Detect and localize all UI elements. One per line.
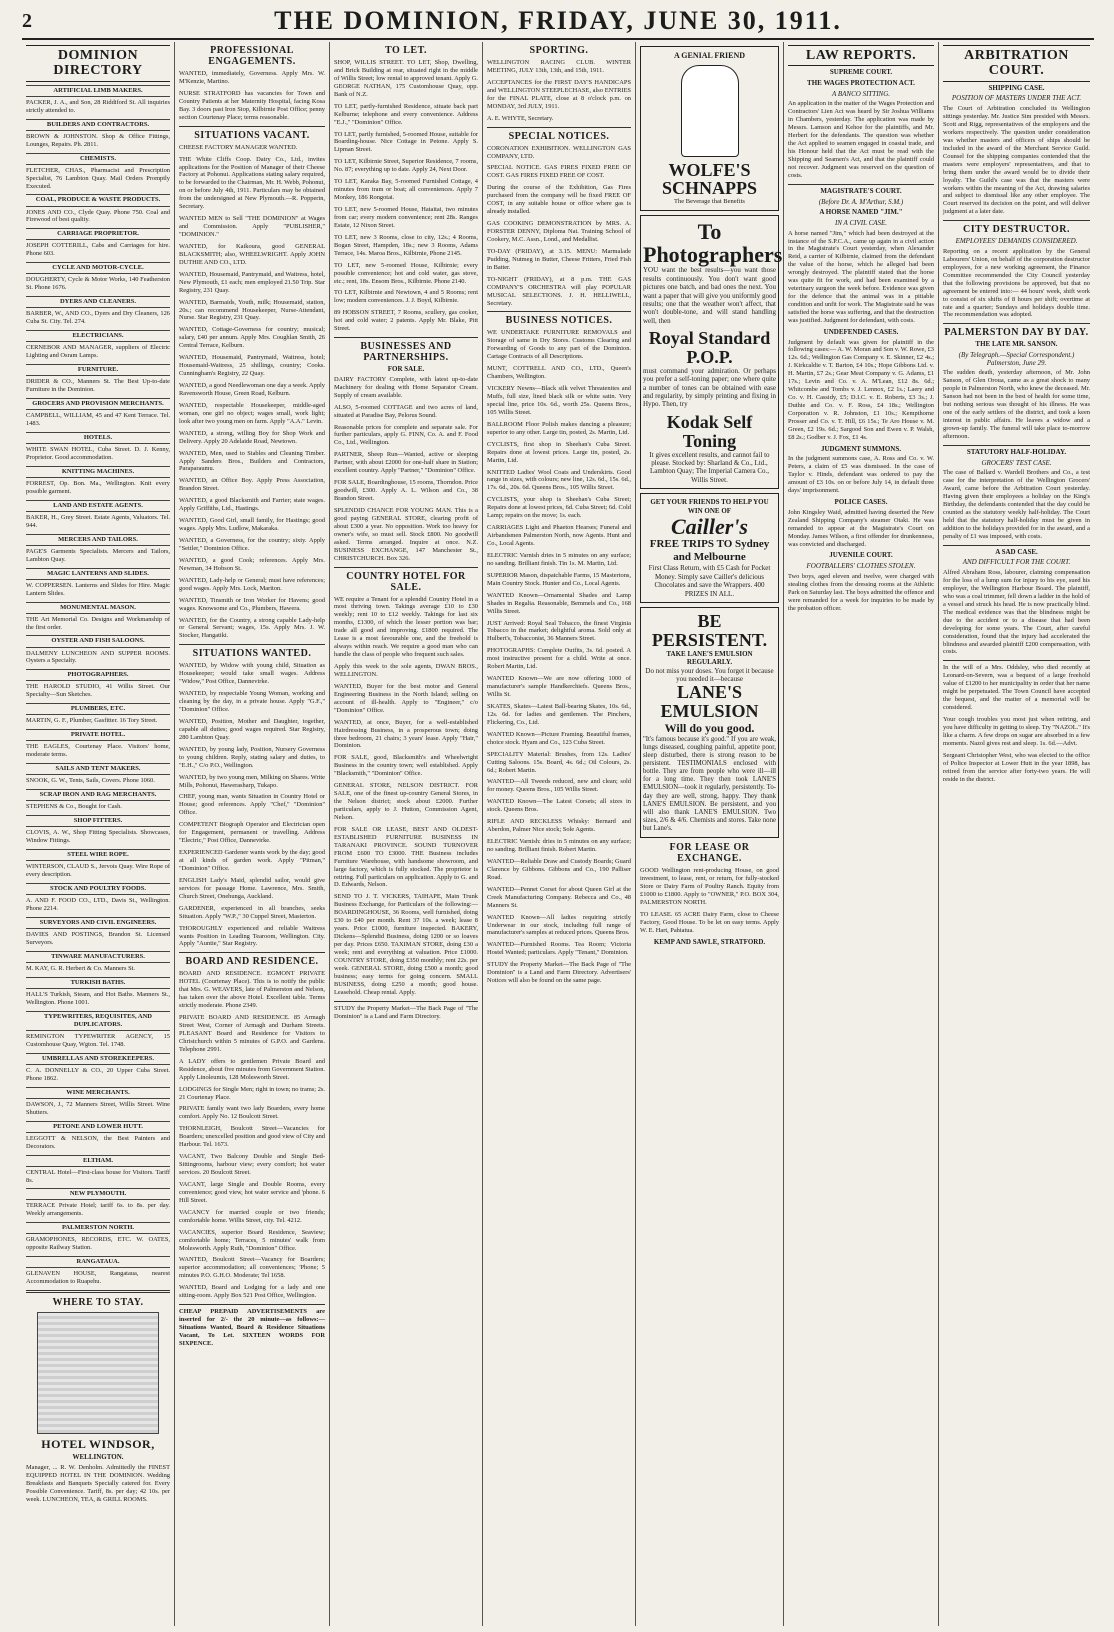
directory-category: CARRIAGE PROPRIETOR. [26, 228, 170, 240]
classified-ad: TO LET, new 5-roomed House, Kilbirnie; every possible convenience; hot and cold water, gas stove, etc.; rent, 18s. Ensom Bros., Kilbirnie. Phone 2140. [334, 261, 478, 285]
directory-entry: HALL'S Turkish, Steam, and Hot Baths. Manners St., Wellington. Phone 1001. [26, 990, 170, 1006]
classified-ad: ALSO, 5-roomed COTTAGE and two acres of land, situated at Paradise Bay, Pelorus Sound. [334, 403, 478, 419]
directory-list [26, 85, 170, 1286]
column-arbitration [939, 42, 1094, 1626]
directory-category: CHEMISTS. [26, 153, 170, 165]
lane-text: Do not miss your doses. You forget it because you needed it—because [645, 666, 774, 683]
classified-ad: JUST Arrived: Royal Seal Tobacco, the finest Virginia Tobacco in the market; delightful aroma. Sold only at Hulbert's, Tobacconist, 36 Manners Street. [487, 619, 631, 643]
classified-ad: FOR SALE OR LEASE, BEST AND OLDEST-ESTABLISHED FURNITURE BUSINESS IN TARANAKI PROVINCE. SOUND TURNOVER FROM £600 TO £3000. THE Business includes Furniture Warehouse, with handsome showroom, and large factory, which is fully stocked. The proprietor is retiring. Full particulars on application. Apply to G. and D. Edwards, Nelson. [334, 825, 478, 889]
classified-ad: TO-NIGHT (FRIDAY), at 8 p.m. THE GAS COMPANY'S ORCHESTRA will play POPULAR MUSICAL SELECTIONS. J. H. HELLIWELL, Secretary. [487, 275, 631, 307]
directory-entry: M. KAY, G. R. Herbert & Co. Manners St. [26, 964, 135, 972]
sporting-heading: SPORTING. [529, 45, 589, 56]
directory-entry: REMINGTON TYPEWRITER AGENCY, 15 Customhouse Quay, Wgton. Tel. 1748. [26, 1032, 170, 1048]
classified-ad: ENGLISH Lady's Maid, splendid sailor, would give services for passage Home. Lawrence, Mrs. Smith, Church Street, Onehunga, Auckland. [179, 876, 325, 900]
directory-entry: JONES AND CO., Clyde Quay. Phone 750. Coal and Firewood of best quality. [26, 208, 170, 224]
directory-entry: CERNEBOR AND MANAGER, suppliers of Electric Lighting and Osram Lamps. [26, 344, 170, 360]
classified-ad: CHEESE FACTORY MANAGER WANTED. [179, 143, 298, 151]
masthead [22, 4, 1094, 40]
directory-category: SURVEYORS AND CIVIL ENGINEERS. [26, 917, 170, 929]
classified-ad: ELECTRIC Varnish: dries in 5 minutes on any surface; no sanding. Brilliant finish. Robert Martin. [487, 838, 631, 853]
directory-entry: SNOOK, G. W., Tents, Sails, Covers. Phone 1060. [26, 777, 155, 785]
judgment-summons: JUDGMENT SUMMONS. [821, 444, 901, 453]
law-text-2: A horse named "Jim," which had been destroyed at the instance of the S.P.C.A., came up again in a civil action in the Magistrate's Court yesterday, when Alexander Reid, a carrier of Kilbirnie, claimed from the defendant the value of the horse, which he alleged had been wrongly destroyed. The plaintiff stated that the horse was quite fit for work, and had been examined by a veterinary surgeon the week before. Evidence was given for the defence that the animal was in a pitiable condition and unfit for work. The Magistrate said he was satisfied the horse was suffering, and that the destruction was justified. Judgment for defendant, with costs. [788, 229, 934, 324]
classified-ad: SHOP, WILLIS STREET. TO LET, Shop, Dwelling, and Brick Building at rear, situated right in the middle of Willis Street; low rental to approved tenant. Apply G. GEORGE NATHAN, 175 Customhouse Quay, opp. Bank of N.Z. [334, 59, 478, 98]
directory-entry: A. AND F. FOOD CO., LTD., Davis St., Wellington. Phone 2214. [26, 897, 170, 913]
directory-category: GROCERS AND PROVISION MERCHANTS. [26, 398, 170, 410]
classified-ad: DAIRY FACTORY Complete, with latest up-to-date Machinery for dealing with Home Separator Cream. Supply of cream available. [334, 375, 478, 399]
situations-vacant-heading: SITUATIONS VACANT. [194, 129, 310, 141]
directory-category: ARTIFICIAL LIMB MAKERS. [26, 85, 170, 97]
classified-ad: CHEF, young man, wants Situation in Country Hotel or House; good references. Apply "Chef," "Dominion" Office. [179, 793, 325, 817]
classified-ad: WANTED—Reliable Draw and Custody Boards; Guard Clarence by Gibbons. Gibbons and Co., 190 Palliser Road. [487, 857, 631, 881]
directory-entry: THE Art Memorial Co. Designs and Workmanship of the first order. [26, 615, 170, 631]
hotel-text: Manager, ... R. W. Denholm. Admittedly the FINEST EQUIPPED HOTEL IN THE DOMINION. Wedding Breakfasts and Banquets Specially catered for. Every Possible Convenience. Tariff, 8s. per day; 42 10s. per week. LUNCHEON, TEA, & GRILL ROOMS. [26, 1464, 170, 1503]
classified-ad: WANTED, respectable Housekeeper, middle-aged woman, one girl no object; wages small, work light; look after two young men on farm. Apply "A.A." Levin. [179, 401, 325, 425]
directory-category: ELTHAM. [26, 1155, 170, 1167]
lease-text: GOOD Wellington rent-producing House, on good investment, to lease, rent, or return, for fully-stocked Store or Dairy Farm of Poultry Ranch. Equity from £1000 to £1800. Apply to "OWNER," P.O. BOX 304, PALMERSTON NORTH. [640, 867, 779, 907]
photographers-title: To Photographers [643, 219, 783, 268]
employees-demands: EMPLOYEES' DEMANDS CONSIDERED. [955, 237, 1078, 246]
classified-ad: BOARD AND RESIDENCE. EGMONT PRIVATE HOTEL (Courtenay Place). This is to notify the public that Mrs. G. WEAVERS, late of Palmerston and Nelson, has taken over the above Hotel. Excellent table. Terms strictly moderate. Phone 2349. [179, 970, 325, 1010]
classified-ad: WANTED, Tinsmith or Iron Worker for Havens; good wages. Knowsome and Co., Plumbers, Hawera. [179, 596, 325, 612]
palmerston-heading: PALMERSTON DAY BY DAY. [944, 327, 1089, 339]
directory-category: MAGIC LANTERNS AND SLIDES. [26, 568, 170, 580]
classified-ad: EXPERIENCED Gardener wants work by the day; good at all kinds of garden work. Apply "Pitman," "Dominion" Office. [179, 849, 325, 872]
hotel-illustration [37, 1312, 159, 1434]
directory-entry: FORREST, Op. Bon. Ma., Wellington. Knit every possible garment. [26, 479, 170, 495]
to-let-heading: TO LET. [384, 45, 428, 56]
directory-entry: CLOVIS, A. W., Shop Fitting Specialists. Showcases, Window Fittings. [26, 829, 170, 845]
directory-category: RANGATAUA. [26, 1256, 170, 1268]
special-notices [487, 145, 631, 308]
directory-entry: DRIDER & CO., Manners St. The Best Up-to-date Furniture in the Dominion. [26, 378, 170, 394]
directory-category: TINWARE MANUFACTURERS. [26, 951, 170, 963]
classified-ad: TO LET, partly-furnished Residence, situate back part Kelburne; telephone and every convenience. Address "E.J.," "Dominion" Office. [334, 102, 478, 126]
classified-ad: VACANT, large Single and Double Rooms, every convenience; good view, hot water service and 'phone. 6 Hill Street. [179, 1180, 325, 1204]
lane-good: Will do you good. [664, 721, 755, 736]
classified-ad: WANTED Known—All ladies requiring strictly Underwear in our stock, including full range of manufacturer's samples at reduced prices. Queens Bros. [487, 913, 631, 937]
classified-ad: MUNT, COTTRELL AND CO., LTD., Queen's Chambers, Wellington. [487, 365, 631, 381]
classified-ad: PHOTOGRAPHS: Complete Outfits, 3s. 6d. posted. A most instructive present for a child. Write at once. Robert Martin, Ltd. [487, 647, 631, 671]
classified-ad: GENERAL STORE, NELSON DISTRICT. FOR SALE, one of the finest up-country General Stores, in the Nelson district; stock about £2000. Further particulars, apply to J. Hutton, Commission Agent, Nelson. [334, 782, 478, 821]
classified-ad: SPECIALITY Material: Brushes, from 12s. Ladies' Cutting Saloons. 15s. Board, 4s. 6d.; Oil Colours, 2s. 6d.; Robert Martin. [487, 750, 631, 774]
kodak-text: It gives excellent results, and cannot fail to please. Stocked by: Sharland & Co., Ltd., Lambton Quay; The Imperial Camera Co., Willis Street. [649, 450, 770, 484]
cailler-trips: FREE TRIPS TO Sydney and Melbourne [649, 538, 770, 564]
civil-case: IN A CIVIL CASE. [834, 218, 888, 227]
classified-ad: CYCLISTS, first shop in Sheehan's Cuba Street. Repairs done at lowest prices. Large tin, posted, 2s. Martin, Ltd. [487, 440, 631, 464]
royal-standard-text: must command your admiration. Or perhaps you prefer a self-toning paper; one where quite a number of tones can be obtained with ease and regularity, by simply printing and fixing in Hypo. Then, try [643, 366, 776, 409]
directory-entry: CAMPBELL, WILLIAM, 45 and 47 Kent Terrace. Tel. 1483. [26, 412, 170, 427]
law-text-4: In the judgment summons case, A. Ross and Co. v. W. Peters, a claim of £5 was dismissed. In the case of Taylor v. Hinds, defendant was ordered to pay the amount of £3 10s. on or before July 14, in default three days' imprisonment. [788, 455, 934, 495]
masters-position: POSITION OF MASTERS UNDER THE ACT. [951, 94, 1082, 103]
arb-text-2: Reporting on a recent application by the General Labourers' Union, on behalf of the corporation destructor employees, for a new working agreement, the Finance Committee recommended the City Council yesterday that the following provisions be approved, but that no agreement be entered into:— 44 hours' week, shift work to consist of six shifts of 8 hours per shift; overtime at rate and a quarter; Sundays and holidays double time. The recommendation was adopted. [943, 247, 1090, 319]
classified-ad: WANTED MEN to Sell "THE DOMINION" at Wages and Commission. Apply "PUBLISHER," "DOMINION." [179, 215, 325, 238]
column-sporting [483, 42, 636, 1626]
directory-category: SHOP FITTERS. [26, 815, 170, 827]
classified-ad: LODGINGS for Single Men; right in town; no trams; 2s. 21 Courtenay Place. [179, 1085, 325, 1101]
arb-text-7: Your cough troubles you most just when retiring, and you have difficulty in getting to sleep. Try "NAZOL." It's like a charm. A few drops on sugar are absorbed in a few moments. Nazol gives rest and sleep. 1s. 6d.—Advt. [943, 716, 1091, 747]
royal-standard-title: Royal Standard P.O.P. [648, 328, 771, 367]
footballers-clothes: FOOTBALLERS' CLOTHES STOLEN. [806, 562, 916, 571]
directory-category: PHOTOGRAPHERS. [26, 669, 170, 681]
directory-category: MONUMENTAL MASON. [26, 602, 170, 614]
classified-ad: WANTED, a good Needlewoman one day a week. Apply Ravensworth House, Green Road, Kelburn. [179, 382, 325, 397]
law-reports-heading: LAW REPORTS. [788, 45, 934, 66]
directory-entry: STEPHENS & Co., Bought for Cash. [26, 803, 122, 811]
classified-ad: During the course of the Exhibition, Gas Fires purchased from the company will be fixed FREE OF COST, in any suitable house or office where gas is already installed. [487, 184, 631, 216]
directory-entry: FLETCHER, CHAS., Pharmacist and Prescription Specialist, 76 Lambton Quay. Mail Orders Promptly Executed. [26, 166, 170, 190]
classified-ad: THOROUGHLY experienced and reliable Waitress wants Position in Leading Tearoom, Wellington. City. Apply "Auntie," Star Registry. [179, 924, 325, 948]
law-text-6: Two boys, aged eleven and twelve, were charged with stealing clothes from the dressing rooms at the Athletic Park on Saturday last. The boys admitted the offence and were remanded for a week for inquiries to be made by the probation officer. [788, 572, 935, 612]
newspaper-title: THE DOMINION, FRIDAY, JUNE 30, 1911. [274, 6, 842, 35]
classified-ad: WANTED, by respectable Young Woman, working and cleaning by the day, in a private house. Apply "G.F.," "Dominion" Office. [179, 690, 325, 713]
page-columns [22, 42, 1094, 1626]
classified-ad: Apply this week to the sole agents, DWAN BROS., WELLINGTON. [334, 663, 478, 678]
situations-wanted-heading: SITUATIONS WANTED. [192, 648, 312, 660]
classified-ad: NURSE STRATFORD has vacancies for Town and Country Patients at her Maternity Hospital, facing Kosa Bay. 3 doors past Iron Stop, Kilbirnie Post Office; penny section Courtenay Place; terms reasonable. [179, 89, 325, 121]
professional-heading: PROFESSIONAL ENGAGEMENTS. [208, 45, 296, 67]
directory-entry: JOSEPH COTTERILL, Cabs and Carriages for hire. Phone 603. [26, 242, 170, 258]
undefended-cases: UNDEFENDED CASES. [823, 327, 899, 336]
directory-entry: THE HAROLD STUDIO, 41 Willis Street. Our Specialty—Sun Sketches. [26, 683, 170, 699]
classified-ad: CORONATION EXHIBITION. WELLINGTON GAS COMPANY, LTD. [487, 144, 631, 160]
classified-ad: WANTED, by young lady, Position, Nursery Governess to young children. Reply, stating salary and duties, to "E.H.," C/o P.O., Wellington. [179, 745, 325, 769]
lanes-emulsion-ad [640, 607, 779, 838]
board-residence-ads [179, 970, 325, 1300]
wolfe-tag: A GENIAL FRIEND [673, 51, 746, 60]
directory-heading: DOMINION DIRECTORY [26, 45, 170, 82]
supreme-court: SUPREME COURT. [829, 68, 893, 77]
prepaid-footer: CHEAP PREPAID ADVERTISEMENTS are inserted for 2/- the 20 minute—as follows:— Situations Wanted, Board & Residence Situations Vacant, To Let. SIXTEEN WORDS FOR SIXPENCE. [179, 1308, 325, 1347]
classified-ad: WANTED, an Office Boy. Apply Press Association, Brandon Street. [179, 477, 325, 493]
directory-entry: GLENAVEN HOUSE, Rangataua, nearest Accommodation to Ruapehu. [26, 1270, 170, 1286]
column-to-let [330, 42, 483, 1626]
directory-category: PRIVATE HOTEL. [26, 729, 170, 741]
law-text-3: Judgment by default was given for plaintiff in the following cases:— A. W. Moran and Son v. W. Rowe, £3 12s. 6d.; Wellington Gas Company v. E. Skinner, £2 4s.; J. Kirkcaldie v. T. Barton, £4 10s.; Hope Gibbons Ltd. v. H. Martin, £7 2s.; Gear Meat Company v. G. Adams, £1 17s.; Levin and Co. v. A. M'Lean, £12 8s. 6d.; Whitcombe and Tombs v. J. Lennox, £2 1s.; Laery and Co. v. H. Cassidy, £5; D.I.C. v. E. Roberts, £3 3s.; J. Duthie and Co. v. F. Ross, £4 18s.; Wellington Corporation v. R. Johnston, £1 10s.; Kempthorne Prosser and Co. v. T. Hill, £6 15s.; Te Aro House v. M. Green, £2 19s. 6d.; Sargood Son and Ewen v. P. Walsh, £8 2s.; Godber v. J. Fox, £1 4s. [788, 338, 934, 441]
cailler-name: Cailler's [670, 513, 748, 539]
directory-entry: DOUGHERTY, Cycle & Motor Works, 140 Featherston St. Phone 1676. [26, 276, 170, 292]
classified-ad: WANTED Known—We are now offering 1000 of manufacturer's sample Handkerchiefs. Queens Bros., Willis St. [487, 675, 631, 698]
classified-ad: Reasonable prices for complete and separate sale. For further particulars, apply G. FINN, Co. A. and F. Food Co., Ltd., Wellington. [334, 423, 478, 447]
classified-ad: VACANT, Two Balcony Double and Single Bed-Sittingrooms, harbour view; every comfort; hot water services. 20 Boulcott Street. [179, 1153, 325, 1176]
hotel-place: WELLINGTON. [72, 1453, 124, 1462]
column-situations [175, 42, 330, 1626]
photographers-ad [640, 215, 783, 489]
directory-category: ELECTRICIANS. [26, 330, 170, 342]
classified-ad: SPLENDID CHANCE FOR YOUNG MAN. This is a good paying GENERAL STORE, clearing profit of about £300 a year. No opposition. Work too heavy for owner's wife, so must sell. Stock £800. No goodwill asked. Terms arranged. Inquire at once. N.Z. BUSINESS EXCHANGE, 147 Manchester St., CHRISTCHURCH. Box 326. [334, 506, 478, 562]
banco-sitting: A BANCO SITTING. [831, 89, 891, 98]
page-number: 2 [22, 10, 32, 32]
classified-ad: WANTED, Barmaids, Youth, milk; Housemaid, station, 20s.; can recommend Housekeeper, Nurse-Attendant, Nurse. Star Registry, 231 Quay. [179, 298, 325, 322]
classified-ad: TO LET, Kilbirnie and Newtown, 4 and 5 Rooms; rent low; modern conveniences. J. J. Boyd, Kilbirnie. [334, 289, 478, 305]
sad-case-heading: A SAD CASE. [995, 547, 1038, 556]
directory-category: KNITTING MACHINES. [26, 466, 170, 478]
telegraph-line: (By Telegraph.—Special Correspondent.) Palmerston, June 29. [958, 351, 1075, 367]
lane-name: LANE'S EMULSION [660, 682, 759, 722]
classified-ad: COMPETENT Biograph Operator and Electrician open for Engagement, permanent or travelling. Address "Electric," Post Office, Dannevirke. [179, 821, 325, 845]
directory-category: PLUMBERS, ETC. [26, 703, 170, 715]
classified-ad: WANTED, a strong, willing Boy for Shop Work and Delivery. Apply 20 Adelaide Road, Newtown. [179, 429, 325, 445]
magistrate-name: (Before Dr. A. M'Arthur, S.M.) [818, 197, 904, 206]
directory-entry: W. COPPERSEN. Lanterns and Slides for Hire. Magic Lantern Slides. [26, 581, 170, 597]
classified-ad: WANTED, Housemaid, Pantrymaid, and Waitress, hotel, New Plymouth, £1 each; men employed 21.50 Trip. Star Registry, 231 Quay. [179, 270, 325, 294]
classified-ad: 89 HOBSON STREET, 7 Rooms, scullery, gas cooker, hot and cold water; 2 patents. Apply Mr. Blake, Pitt Street. [334, 309, 478, 333]
late-mr-sanson: THE LATE MR. SANSON. [975, 340, 1058, 349]
half-holiday-heading: STATUTORY HALF-HOLIDAY. [966, 447, 1067, 456]
directory-entry: PACKER, J. A., and Son, 28 Riddiford St. All inquiries strictly attended to. [26, 98, 170, 114]
directory-category: STEEL WIRE ROPE. [26, 849, 170, 861]
classified-ad: STUDY the Property Market—The Back Page of "The Dominion" is a Land and Farm Directory. Advertisers' Notices will also be found on the same page. [487, 961, 631, 985]
classified-ad: CARRIAGES Light and Phaeton Hearses; Funeral and Airbandsmen Palmerston North, now Agents. Hunt and Co., Local Agents. [487, 524, 631, 547]
arb-text-5: Alfred Abraham Ross, labourer, claiming compensation for the loss of a lump sum for injury to his eye, sued his employer, the Wellington Harbour Board. The plaintiff, who was a coal trimmer, fell down a ladder in the hold of a vessel and struck his head. He is now practically blind. The medical evidence was that the blindness might be due to the accident or to a disease that had been developing for some years. The Court, after careful consideration, found that the injury had accelerated the blindness and awarded plaintiff £200 compensation, with costs. [943, 569, 1090, 656]
directory-entry: BROWN & JOHNSTON. Shop & Office Fittings, Lounges, Repairs. Ph. 2811. [26, 132, 170, 148]
classified-ad: VACANCIES, superior Board Residence, Seaview; comfortable home; Terraces, 5 minutes' walk from Molesworth. Apply Ruth, "Dominion" Office. [179, 1228, 325, 1252]
classified-ad: WANTED, Boulcott Street—Vacancy for Boarders; superior accommodation; all conveniences; 'Phone; 5 minutes P.O. G.H.O. Moderate; Tel 1658. [179, 1256, 325, 1280]
directory-entry: GRAMOPHONES, RECORDS, ETC. W. OATES, opposite Railway Station. [26, 1236, 170, 1252]
police-cases: POLICE CASES. [834, 498, 888, 507]
cailler-top: GET YOUR FRIENDS TO HELP YOU WIN ONE OF [650, 498, 769, 515]
classified-ad: TO-DAY (FRIDAY), at 3.15. MENU: Marmalade Pudding, Nutmeg in Butter, Cheese Fritters, Fried Fish in Batter. [487, 247, 631, 271]
hotel-name: HOTEL WINDSOR, [41, 1437, 155, 1452]
situations-wanted-ads [179, 662, 325, 948]
classified-ad: GAS COOKING DEMONSTRATION by MRS. A. FORSTER DENNY, Diploma Nat. Training School of Cookery, M.C. Assn., Lond., and Medallist. [487, 220, 631, 243]
classified-ad: WE require a Tenant for a splendid Country Hotel in a most thriving town. Takings average £10 to £30 weekly; rent 10 to £12 weekly. Takings for last six months, £1300, of which the lesser portion was bar; trade all good and improving. £1800 required. The Lease is a most favourable one, and the freehold is always within reach. We require a good man who can handle the class of people who frequent such sales. [334, 595, 478, 659]
classified-ad: ELECTRIC Varnish dries in 5 minutes on any surface; no sanding. Brilliant finish. Tin 1s. M. Martin, Ltd. [487, 551, 631, 567]
classified-ad: SPECIAL NOTICE. GAS FIRES FIXED FREE OF COST. GAS FIRES FIXED FREE OF COST. [487, 164, 631, 180]
lane-headline: BE PERSISTENT. [651, 610, 768, 650]
classified-ad: SKATES, Skates—Latest Ball-bearing Skates, 10s. 6d., 12s. 6d. for ladies and gentlemen. The Pinchers, Flickering, Co., Ltd. [487, 702, 631, 726]
to-let-ads [334, 59, 478, 333]
arb-text-1: The Court of Arbitration concluded its Wellington sittings yesterday. Mr. Justice Sim presided with Messrs. Scott and Rigg, representatives of the employers and the workers respectively. The question under consideration was whether masters and officers of ships should be included in the award of the Merchant Service Guild. Counsel for the shipping companies contended that the masters were employers' representatives, and that to bring them under the award would be to divide their loyalty. The Guild's case was that the masters were workers within the meaning of the Act, drawing salaries and subject to dismissal like any other employee. The Court reserved its decision on the point, and will deliver judgment at a later date. [943, 105, 1090, 216]
businesses-heading: BUSINESSES AND PARTNERSHIPS. [360, 341, 452, 364]
classified-ad: SUPERIOR Mason, dispatchable Farms, 15 Mastertons, Main Country Stock. Hunter and Co., Local Agents. [487, 571, 631, 587]
where-to-stay-heading: WHERE TO STAY. [52, 1297, 144, 1309]
classified-ad: WANTED, by Widow with young child, Situation as Housekeeper; would take small wages. Address "Widow," Post Office, Dannevirke. [179, 662, 325, 686]
directory-category: FURNITURE. [26, 364, 170, 376]
cailler-ad [640, 493, 779, 603]
column-law-reports [784, 42, 939, 1626]
classified-ad: THE White Cliffs Coop. Dairy Co., Ltd., invites applications for the Position of Manager of their Cheese Factory at Pohonui. Applications stating salary required, to be forwarded to the Chairman, Mr. H. Webb, Pohonui, on or before July 4th, 1911. Particulars may be obtained from the undersigned at New Plymouth.—R. Popperin, Secretary. [179, 155, 325, 211]
classified-ad: WANTED, at once, Buyer, for a well-established Hairdressing Business, in a prosperous town; doing three bedroom, 21 chairs; 3 years' lease. Apply "Hair," Dominion. [334, 718, 478, 750]
directory-entry: CENTRAL Hotel—First-class house for Visitors. Tariff 8s. [26, 1168, 170, 1184]
classified-ad: WE UNDERTAKE FURNITURE REMOVALS and Storage of same in Dry Stores. Customs Clearing and Forwarding of Goods to any part of the Dominion. Cartage Contracts of all Descriptions. [487, 329, 631, 361]
property-market-note: STUDY the Property Market—The Back Page of "The Dominion" is a Land and Farm Directory. [334, 1004, 478, 1020]
column-display-ads [636, 42, 784, 1626]
country-hotel-ads [334, 596, 478, 997]
directory-entry: C. A. DONNELLY & CO., 20 Upper Cuba Street. Phone 1862. [26, 1066, 170, 1082]
directory-category: PETONE AND LOWER HUTT. [26, 1121, 170, 1133]
directory-category: SAILS AND TENT MAKERS. [26, 763, 170, 775]
directory-category: HOTELS. [26, 432, 170, 444]
directory-entry: DAVIES AND POSTINGS, Brandon St. Licensed Surveyors. [26, 931, 170, 946]
directory-category: NEW PLYMOUTH. [26, 1188, 170, 1200]
horse-case: A HORSE NAMED "JIM." [819, 208, 903, 217]
directory-entry: DALMENY LUNCHEON AND SUPPER ROOMS. Oysters a Specialty. [26, 649, 170, 665]
arb-text-4: The case of Ballard v. Wardell Brothers and Co., a test case for the interpretation of the Wellington Grocers' Award, came before the Arbitration Court yesterday. Having given their employees a holiday on the King's Birthday, the defendants contended that the day could be counted as the statutory weekly half-holiday. The Court held that the statutory half-holiday must be given in addition to the holidays provided for in the award, and a penalty of £1 was imposed, with costs. [943, 469, 1090, 540]
shipping-case: SHIPPING CASE. [988, 83, 1045, 92]
lane-sub: TAKE LANE'S EMULSION REGULARLY. [666, 649, 753, 667]
arb-text-3: The sudden death, yesterday afternoon, of Mr. John Sanson, of Glen Oroua, came as a great shock to many people in Palmerston North, who knew the deceased. Mr. Sanson had not been in the best of health for some time, but nothing serious was thought of his illness. He was one of the early settlers of the district, and took a keen interest in public affairs. He leaves a widow and a grown-up family. The funeral will take place to-morrow afternoon. [943, 369, 1090, 440]
arb-text-8: Sergeant Christopher West, who was elected to the office of Police Inspector at Lower Hutt in the year 1898, has retired from the service after forty-two years. He will reside in the district. [943, 751, 1090, 783]
directory-entry: BAKER, H., Grey Street. Estate Agents, Valuators. Tel. 944. [26, 513, 170, 529]
directory-category: PALMERSTON NORTH. [26, 1222, 170, 1234]
classified-ad: WANTED—All Tweeds reduced, new and clean; sold for money. Queens Bros., 105 Willis Street. [487, 778, 631, 794]
law-text-5: John Kingsley Waid, admitted having deserted the New Zealand Shipping Company's steamer Otaki. He was remanded to appear at the Magistrate's Court on Monday. James Wilson, a first offender for drunkenness, was convicted and discharged. [788, 508, 934, 548]
arb-text-6: In the will of a Mrs. Oddsley, who died recently at Leonard-on-Severn, was a bequest of a large freehold value of £1200 to her municipality in order that her name might be perpetuated. The Town Council have accepted the bequest, and the matter of a memorial will be considered. [943, 664, 1090, 712]
business-notices [487, 329, 631, 985]
cailler-text: First Class Return, with £5 Cash for Pocket Money. Simply save Cailler's delicious Chocolates and save the Wrappers. 400 PRIZES IN ALL. [648, 564, 771, 598]
classified-ad: WANTED, by two young men, Milking on Shares. Write Mills, Pohonui, Hawerasharp, Tukapo. [179, 773, 325, 789]
classified-ad: A LADY offers to gentlemen Private Board and Residence, about five minutes from Government Station. Apply Linoleumis, 128 Molesworth Street. [179, 1057, 325, 1081]
directory-category: CYCLE AND MOTOR-CYCLE. [26, 262, 170, 274]
classified-ad: WANTED Known—The Latest Corsets; all sizes in stock. Queens Bros. [487, 798, 631, 814]
directory-category: TURKISH BATHS. [26, 977, 170, 989]
directory-entry: LEGGOTT & NELSON, the Best Painters and Decorators. [26, 1134, 170, 1150]
professional-ads [179, 70, 325, 122]
country-hotel-heading: COUNTRY HOTEL FOR SALE. [346, 570, 466, 593]
wolfe-name: WOLFE'S SCHNAPPS [661, 159, 757, 199]
wolfe-schnapps-ad [640, 46, 779, 211]
directory-entry: WHITE SWAN HOTEL, Cuba Street. D. J. Kenny, Proprietor. Good accommodation. [26, 445, 170, 461]
classified-ad: WANTED, Board and Lodging for a lady and one sitting-room. Apply Box 521 Post Office, Wellington. [179, 1284, 325, 1300]
directory-category: TYPEWRITERS, REQUISITES, AND DUPLICATORS. [26, 1011, 170, 1031]
classified-ad: WANTED, immediately, Governess. Apply Mrs. W. M'Kenzie, Martino. [179, 70, 325, 85]
wages-act: THE WAGES PROTECTION ACT. [807, 79, 915, 88]
classified-ad: FOR SALE, Boardinghouse, 15 rooms, Thorndon. Price goodwill, £300. Apply A. L. Wilson and Co., 38 Brandon Street. [334, 479, 478, 502]
classified-ad: VICKERY Newns—Black silk velvet Threatenites and Muffs, full size, lined black silk or white satin. Very special line, price 10s. 6d., worth 25s. Queens Bros., 105 Willis Street. [487, 385, 631, 416]
classified-ad: KNITTED Ladies' Wool Coats and Underskirts. Good range in sizes, with colours; new line, 12s. 6d., 15s. 6d., 17s. 6d., 20s. 6d. Queens Bros., 105 Willis Street. [487, 468, 631, 492]
juvenile-court: JUVENILE COURT. [829, 551, 893, 560]
board-residence-heading: BOARD AND RESIDENCE. [185, 956, 319, 968]
classified-ad: FOR SALE, good, Blacksmith's and Wheelwright Business in the country town; well established. Apply "Blacksmith," "Dominion" Office. [334, 754, 478, 778]
classified-ad: WANTED Known—Picture Framing. Beautiful frames, choice stock. Hyam and Co., 123 Cuba Street. [487, 730, 631, 746]
classified-ad: PARTNER, Sheep Run—Wanted, active or sleeping Partner, with about £2000 for one-half share in Station; excellent country. Apply "Partner," "Dominion" Office. [334, 451, 478, 475]
classified-ad: GARDENER, experienced in all branches, seeks Situation. Apply "W.P.," 30 Cuppel Street, Masterton. [179, 904, 325, 920]
lease-heading: FOR LEASE OR EXCHANGE. [669, 842, 750, 865]
classified-ad: WANTED, a good Cook; references. Apply Mrs. Newman, 34 Hobson St. [179, 556, 325, 572]
classified-ad: PRIVATE BOARD AND RESIDENCE. 85 Armagh Street West, Corner of Armagh and Durham Streets. PLEASANT Board and Residence for Visitors to Christchurch within 5 minutes of G.P.O. and Gardens. Telephone 2991. [179, 1014, 325, 1053]
classified-ad: TO LET, new 3 Rooms, close to city, 12s.; 4 Rooms, Bogan Street, Hampden, 18s.; new 3 Rooms, Adams Terrace, 14s. Maroa Bros., Kilbirnie, Phone 2145. [334, 233, 478, 257]
classified-ad: WANTED, Men, used to Stables and Cleaning Timber. Apply Sanders Bros., Builders and Contractors, Paraparaumu. [179, 449, 325, 473]
classified-ad: RIFLE AND RECKLESS Whisky: Bernard and Aberdon, Palmer Nice stock; Sole Agents. [487, 818, 631, 834]
directory-category: WINE MERCHANTS. [26, 1087, 170, 1099]
law-text-1: An application in the matter of the Wages Protection and Contractors' Lien Act was heard by Sir Joshua Williams in Chambers, yesterday. The application was made by Messrs. Lamson and Kehoe for the plaintiffs, and Mr. Herbert for the defendants. The question was whether the Act applied to seamen engaged in coastal trade, and his Honour held that the Act must be read with the Shipping and Seamen's Act, and that the plaintiff could not recover. Judgment was reserved on the question of costs. [788, 100, 934, 179]
classified-ad: TO LET, Kilbirnie Street, Superior Residence, 7 rooms, No. 87; everything up to date. Apply 24, Next Door. [334, 158, 478, 174]
classified-ad: WELLINGTON RACING CLUB. WINTER MEETING, JULY 13th, 13th, and 15th, 1911. [487, 59, 631, 74]
magistrates-court: MAGISTRATE'S COURT. [820, 186, 902, 195]
directory-category: COAL, PRODUCE & WASTE PRODUCTS. [26, 194, 170, 206]
classified-ad: WANTED, for the Country, a strong capable Lady-help or General Servant; wages, 15s. Apply Mrs. J. W. Stocker, Hangatiki. [179, 616, 325, 640]
lease-text-2: TO LEASE. 65 ACRE Dairy Farm, close to Cheese Factory, Good House. To be let on easy terms. Apply W. E. Hart, Pahiatua. [640, 911, 779, 934]
directory-entry: MARTIN, G. F., Plumber, Gasfitter. 16 Tory Street. [26, 717, 158, 725]
directory-entry: DAWSON, J., 72 Manners Street, Willis Street. Wine Shutters. [26, 1100, 170, 1116]
classified-ad: WANTED—Furnished Rooms. Tea Room; Victoria Hostel Wanted; particulars. Apply "Tenant," Dominion. [487, 941, 631, 957]
for-sale-label: FOR SALE. [387, 365, 425, 374]
classified-ad: BALLROOM Floor Polish makes dancing a pleasure; superior to any other. Large tin, posted, 2s. Martin, Ltd. [487, 420, 631, 436]
directory-category: BUILDERS AND CONTRACTORS. [26, 119, 170, 131]
classified-ad: A. E. WHYTE, Secretary. [487, 114, 554, 122]
classified-ad: WANTED, a Governess, for the country; sixty. Apply "Settler," Dominion Office. [179, 537, 325, 552]
arbitration-heading: ARBITRATION COURT. [943, 45, 1090, 82]
directory-category: LAND AND ESTATE AGENTS. [26, 500, 170, 512]
classified-ad: WANTED—Pennet Corset for about Queen Girl at the Creek Manufacturing Company. Rebecca and Co., 48 Manners St. [487, 885, 631, 909]
lane-more: "It's famous because it's good." If you are weak, lungs diseased, coughing painful, appetite poor, sleep disturbed, there is strong reason to be persistent. TESTIMONIALS enclosed with bottle. They are from people who were ill—ill for a long time. They then took LANE'S EMULSION—took it regularly, persistently. To-day they are well, strong, happy. They thank LANE'S EMULSION. Be persistent, and you will also thank LANE'S EMULSION. Two sizes, 2/6 & 4/6. Chemists and stores. Take none but Lane's. [643, 735, 776, 833]
directory-category: DYERS AND CLEANERS. [26, 296, 170, 308]
classified-ad: CYCLISTS, your shop is Sheehan's Cuba Street; Repairs done at lowest prices, 6d. Cuba Street; 6d. Cold Lamp; repairs on the move; 1s. each. [487, 496, 631, 520]
classified-ad: WANTED Known—Ornamental Shades and Lamp Shades in Regalia. Reasonable, Bemmels and Co., 168 Willis Street. [487, 591, 631, 615]
classified-ad: THORNLEIGH, Boulcott Street—Vacancies for Boarders; unexcelled position and good view of City and Harbour. Tel. 1673. [179, 1125, 325, 1149]
classified-ad: WANTED, Good Girl, small family, for Hastings; good wages. Apply Mrs. Ludlow, Makaraka. [179, 517, 325, 533]
directory-entry: WINTERSON, CLAUD S., Jervois Quay. Wire Rope of every description. [26, 863, 170, 879]
classified-ad: WANTED, for Kaikoura, good GENERAL BLACKSMITH; also, WHEELWRIGHT. Apply JOHN DUTHIE AND CO., LTD. [179, 242, 325, 266]
classified-ad: WANTED, Cottage-Governess for country; musical; salary, £40 per annum. Apply Mrs. Coughlan Smith, 26 Central Terrace, Kelburn. [179, 326, 325, 350]
directory-entry: THE EAGLES, Courtenay Place. Visitors' home, moderate terms. [26, 743, 170, 759]
column-directory [22, 42, 175, 1626]
directory-entry: BARBER, W., AND CO., Dyers and Dry Cleaners, 126 Cuba St. City. Tel. 274. [26, 310, 170, 326]
classified-ad: WANTED, a good Blacksmith and Farrier; state wages. Apply Griffiths, Ltd., Hastings. [179, 497, 325, 513]
classified-ad: PRIVATE family want two lady Boarders, every home comfort. Apply No. 12 Boulcott Street. [179, 1105, 325, 1121]
special-notices-heading: SPECIAL NOTICES. [508, 130, 610, 142]
directory-entry: TERRACE Private Hotel; tariff 6s. to 8s. per day. Weekly arrangements. [26, 1202, 170, 1218]
kodak-title: Kodak Self Toning [666, 411, 753, 451]
classified-ad: TO LET, partly furnished, 5-roomed House, suitable for Boarding-house. Nice Cottage in Petone. Apply S. Lipman Street. [334, 130, 478, 154]
kemp-sawle: KEMP AND SAWLE, STRATFORD. [653, 937, 766, 946]
situations-vacant-ads [179, 144, 325, 641]
directory-category: STOCK AND POULTRY FOODS. [26, 883, 170, 895]
bottle-icon [681, 65, 739, 157]
directory-category: OYSTER AND FISH SALOONS. [26, 635, 170, 647]
classified-ad: WANTED, Lady-help or General; must have references; good wages. Apply Mrs. Lock, Mariton. [179, 576, 325, 592]
classified-ad: TO LET, Karaka Bay, 5-roomed Furnished Cottage, 4 minutes from tram or boat; all conveniences. Apply 7 Monkey, 186 Rongotai. [334, 178, 478, 202]
racing-club-ads [487, 59, 631, 123]
business-notices-heading: BUSINESS NOTICES. [505, 315, 613, 327]
business-ads [334, 376, 478, 563]
directory-entry: PAGE'S Garments Specialists. Mercers and Tailors, Lambton Quay. [26, 547, 170, 563]
wolfe-sub: The Beverage that Benefits [674, 198, 745, 206]
classified-ad: VACANCY for married couple or two friends; comfortable home. Willis Street, city. Tel. 4212. [179, 1208, 325, 1224]
grocers-test-case: GROCERS' TEST CASE. [981, 458, 1052, 467]
classified-ad: SEND TO J. T. VICKERS, TAIHAPE, Main Trunk Business Exchange, for Particulars of the following:— BOARDINGHOUSE, 36 Rooms, well furnished, doing £30 to £40 per month. Rent 37 10s. a week; lease 8 years. Price £1000, furniture inspected. BAKERY, Dickens—Splendid Business, doing 1200 or so loaves per day. Prices £650. TAXIMAN STORE, doing £30 a week; rent and everything at valuation. Price £1000. COUNTRY STORE, doing £350 monthly; rent 22s. per week. GENERAL STORE, doing £500 a month; good business; easy terms for going concern. SMALL BUSINESS, doing £250 a month; good house. Leasehold. Cheap rental. Apply. [334, 893, 478, 996]
classified-ad: WANTED, Position, Mother and Daughter, together, capable all duties; good wages required. Star Registry, 280 Lambton Quay. [179, 717, 325, 741]
classified-ad: WANTED, Buyer for the best motor and General Engineering Business in the North Island; selling on account of ill-health. Apply to "Engineer," c/o "Dominion" Office. [334, 682, 478, 714]
directory-category: UMBRELLAS AND STOREKEEPERS. [26, 1053, 170, 1065]
classified-ad: ACCEPTANCES for the FIRST DAY'S HANDICAPS and WELLINGTON STEEPLECHASE, also ENTRIES for the FINAL PLATE, close at 8 o'clock p.m. on MONDAY, 3rd JULY, 1911. [487, 78, 631, 110]
photographers-text: YOU want the best results—you want those results continuously. You don't want good pictures one batch, and bad ones the next. You want a paper that will give you uniformly good results; one that the weather won't affect, that won't double-tone, and will stand handling well, then [643, 266, 776, 325]
directory-category: SCRAP IRON AND RAG MERCHANTS. [26, 789, 170, 801]
city-destructor-heading: CITY DESTRUCTOR. [963, 224, 1070, 236]
classified-ad: TO LET, new 5-roomed House, Hataitai, two minutes from car; every modern convenience; rent 28s. Ranges Estate, 12 Nixon Street. [334, 206, 478, 229]
difficult-for-court: AND DIFFICULT FOR THE COURT. [962, 558, 1071, 567]
classified-ad: WANTED, Housemaid, Pantrymaid, Waitress, hotel; Housemaid-Waitress, 25 shillings, country; Cooks. Cunningham's Registry, 22 Quay. [179, 354, 325, 378]
directory-category: MERCERS AND TAILORS. [26, 534, 170, 546]
